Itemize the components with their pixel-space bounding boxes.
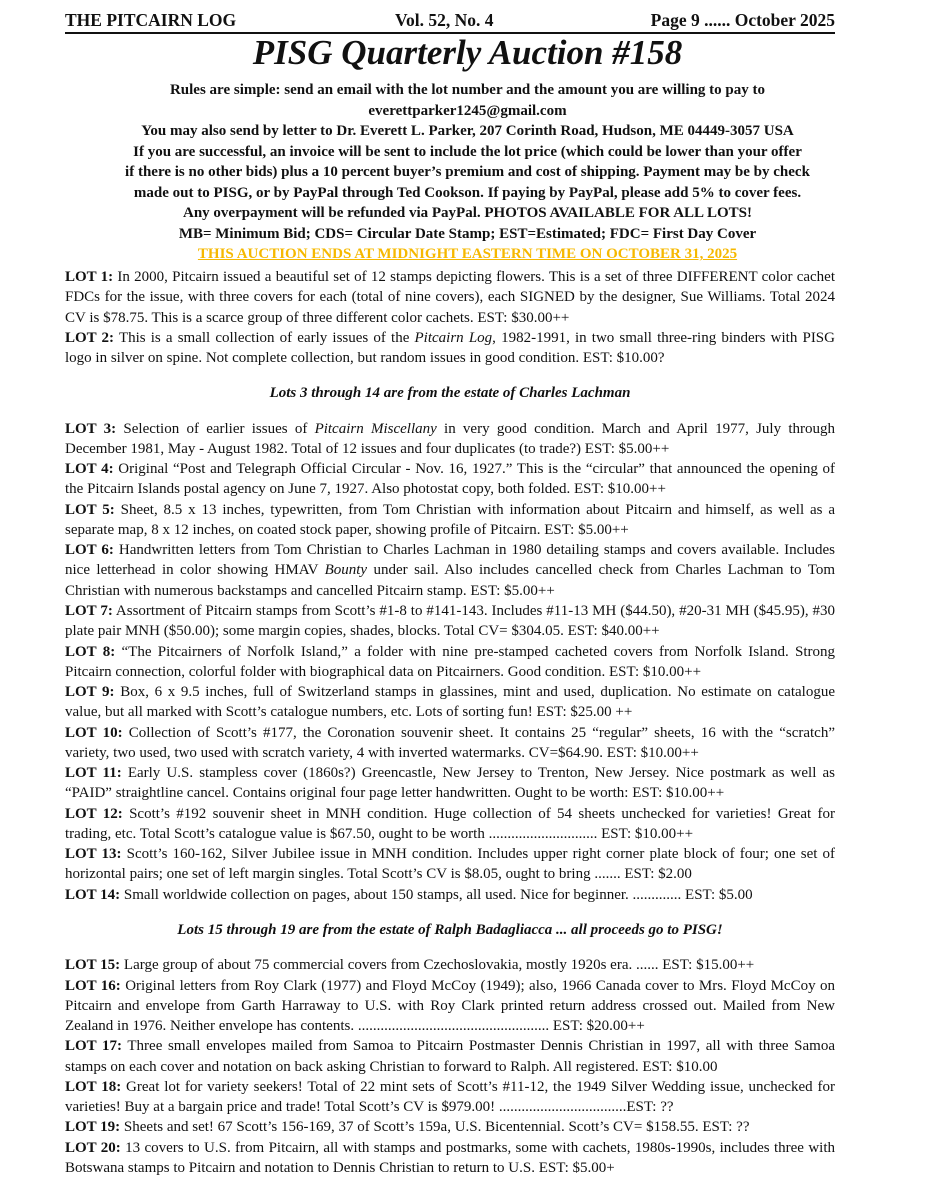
- lot-label: LOT 11:: [65, 765, 122, 782]
- lot-4: [65, 459, 835, 500]
- lot-label: LOT 2:: [65, 329, 115, 346]
- lot-description: Small worldwide collection on pages, about 150 stamps, all used. Nice for beginner. ............. EST: $5.00: [120, 886, 753, 903]
- lot-label: LOT 3:: [65, 420, 117, 437]
- rules-line: if there is no other bids) plus a 10 percent buyer’s premium and cost of shipping. Payment may be by check: [125, 164, 810, 180]
- lot-19: [65, 1117, 835, 1137]
- lot-12: [65, 804, 835, 845]
- lot-description: Box, 6 x 9.5 inches, full of Switzerland stamps in glassines, mint and used, duplication. No estimate on catalogue value, but all marked with Scott’s catalogue numbers, etc. Lots of sorting fun! EST: $25.00 ++: [65, 684, 835, 721]
- publication-title: Pitcairn Miscellany: [314, 420, 437, 437]
- lot-description: Assortment of Pitcairn stamps from Scott’s #1-8 to #141-143. Includes #11-13 MH ($44.50), #20-31 MH ($45.95), #30 plate pair MNH ($50.00); some margin copies, shades, blocks. Total CV= $304.05. EST: $40.00++: [65, 602, 835, 640]
- lot-11: [65, 763, 835, 804]
- lot-description: Large group of about 75 commercial covers from Czechoslovakia, mostly 1920s era. ...... EST: $15.00++: [120, 957, 755, 974]
- lot-label: LOT 5:: [65, 501, 115, 518]
- lot-label: LOT 19:: [65, 1119, 121, 1136]
- publication-name: THE PITCAIRN LOG: [65, 10, 237, 30]
- contact-email: everettparker1245@gmail.com: [368, 102, 567, 119]
- lot-description: Handwritten letters from Tom Christian to Charles Lachman in 1980 detailing stamps and covers available. Includes nice letterhead in color showing HMAV: [65, 542, 835, 579]
- lot-16: [65, 976, 835, 1037]
- lot-label: LOT 10:: [65, 724, 123, 741]
- lot-8: [65, 642, 835, 683]
- rules-line: Rules are simple: send an email with the lot number and the amount you are willing to pay to: [169, 82, 766, 98]
- lot-3: [65, 419, 835, 460]
- lot-description: Scott’s #192 souvenir sheet in MNH condition. Huge collection of 54 sheets unchecked for varieties! Great for trading, etc. Total Scott’s catalogue value is $67.50, ought to be worth ............................. EST: $10.00++: [65, 805, 835, 842]
- lot-label: LOT 16:: [65, 977, 121, 994]
- lot-label: LOT 8:: [65, 643, 116, 660]
- lot-description: This is a small collection of early issues of the: [114, 329, 415, 346]
- rules-line: made out to PISG, or by PayPal through Ted Cookson. If paying by PayPal, please add 5% to cover fees.: [133, 184, 802, 201]
- lot-label: LOT 1:: [65, 269, 114, 285]
- lot-label: LOT 15:: [65, 957, 121, 974]
- lot-description: Collection of Scott’s #177, the Coronation souvenir sheet. It contains 25 “regular” sheets, 16 with the “scratch” variety, two used, two used with scratch variety, 4 with inverted watermarks. CV=$64.90. EST: $10.00++: [65, 724, 835, 761]
- lot-17: [65, 1036, 835, 1077]
- rules-line: If you are successful, an invoice will be sent to include the lot price (which could be lower than your offer: [133, 143, 802, 160]
- lot-label: LOT 18:: [65, 1078, 122, 1095]
- lot-description: , 1982-1991, in two small three-ring binders with PISG logo in silver on spine. Not complete collection, but random issues in good condition. EST: $10.00?: [65, 329, 835, 367]
- estate-section-heading: Lots 15 through 19 are from the estate of Ralph Badagliacca ... all proceeds go to PISG!: [177, 921, 723, 938]
- lot-label: LOT 4:: [65, 461, 114, 478]
- lot-description: under sail. Also includes cancelled check from Charles Lachman to Tom Christian with numerous backstamps and cancelled Pitcairn stamp. EST: $5.00++: [65, 562, 835, 599]
- lot-18: [65, 1077, 835, 1118]
- lot-list: [65, 267, 835, 1178]
- lot-6: [65, 540, 835, 601]
- ship-name: Bounty: [324, 562, 368, 579]
- lot-description: Three small envelopes mailed from Samoa to Pitcairn Postmaster Dennis Christian in 1997, all with three Samoa stamps on each cover and notation on back asking Christian to forward to Ralph. All registered. EST: $10.00: [65, 1038, 835, 1075]
- lot-description: Great lot for variety seekers! Total of 22 mint sets of Scott’s #11-12, the 1949 Silver Wedding issue, unchecked for varieties! Buy at a bargain price and trade! Total Scott’s CV is $979.00! ..................................EST: ??: [65, 1078, 835, 1116]
- lot-description: in very good condition. March and April 1977, July through December 1981, May - August 1982. Total of 12 issues and four duplicates (to trade?) EST: $5.00++: [65, 420, 836, 457]
- auction-rules: [50, 80, 885, 265]
- lot-description: Scott’s 160-162, Silver Jubilee issue in MNH condition. Includes upper right corner plate block of four; one set of horizontal pairs; one set of left margin singles. Total Scott’s CV is $8.05, ought to bring ....... EST: $2.00: [65, 846, 836, 883]
- lot-label: LOT 9:: [65, 684, 115, 701]
- lot-label: LOT 6:: [65, 542, 114, 559]
- auction-deadline: THIS AUCTION ENDS AT MIDNIGHT EASTERN TIME ON OCTOBER 31, 2025: [197, 246, 738, 262]
- lot-10: [65, 723, 835, 764]
- lot-14: [65, 885, 835, 905]
- lot-9: [65, 682, 835, 723]
- lot-2: [65, 328, 835, 369]
- lot-5: [65, 500, 835, 541]
- lot-description: “The Pitcairners of Norfolk Island,” a folder with nine pre-stamped cacheted covers from Norfolk Island. Strong Pitcairn connection, colorful folder with biographical data on Pitcairners. Good condition. EST: $10.00++: [65, 643, 835, 680]
- lot-1: [65, 267, 835, 328]
- rules-line: You may also send by letter to Dr. Everett L. Parker, 207 Corinth Road, Hudson, ME 04449-3057 USA: [141, 123, 794, 139]
- lot-label: LOT 7:: [65, 602, 113, 619]
- abbreviations-legend: MB= Minimum Bid; CDS= Circular Date Stamp; EST=Estimated; FDC= First Day Cover: [178, 225, 757, 242]
- publication-title: Pitcairn Log: [414, 329, 493, 346]
- lot-description: In 2000, Pitcairn issued a beautiful set of 12 stamps depicting flowers. This is a set of three DIFFERENT color cachet FDCs for the issue, with three covers for each (total of nine covers), each SIGNED by the designer, Sue Williams. Total 2024 CV is $78.75. This is a scarce group of three different color cachets. EST: $30.00++: [65, 269, 835, 326]
- lot-description: Sheet, 8.5 x 13 inches, typewritten, from Tom Christian with information about Pitcairn and himself, as well as a separate map, 8 x 12 inches, on coated stock paper, showing profile of Pitcairn. EST: $5.00++: [65, 501, 835, 538]
- rules-line: Any overpayment will be refunded via PayPal. PHOTOS AVAILABLE FOR ALL LOTS!: [183, 205, 752, 221]
- lot-description: Sheets and set! 67 Scott’s 156-169, 37 of Scott’s 159a, U.S. Bicentennial. Scott’s CV= $158.55. EST: ??: [120, 1119, 750, 1136]
- lot-15: [65, 955, 835, 975]
- lot-7: [65, 601, 835, 642]
- lot-description: Original letters from Roy Clark (1977) and Floyd McCoy (1949); also, 1966 Canada cover to Mrs. Floyd McCoy on Pitcairn and envelope from Garth Harraway to U.S. with Roy Clark printed return address crossed out. Mailed from New Zealand in 1976. Neither envelope has contents. ................................................... EST: $20.00++: [65, 977, 835, 1035]
- lot-description: Selection of earlier issues of: [116, 420, 315, 437]
- lot-label: LOT 12:: [65, 805, 123, 822]
- lot-label: LOT 20:: [65, 1139, 121, 1156]
- lot-description: Original “Post and Telegraph Official Circular - Nov. 16, 1927.” This is the “circular” that announced the opening of the Pitcairn Islands postal agency on June 7, 1927. Also photostat copy, both folded. EST: $10.00++: [65, 461, 835, 498]
- page-date: Page 9 ...... October 2025: [650, 10, 835, 30]
- lot-label: LOT 17:: [65, 1038, 123, 1055]
- lot-label: LOT 13:: [65, 846, 122, 863]
- estate-section-heading: Lots 3 through 14 are from the estate of Charles Lachman: [269, 385, 631, 402]
- volume-number: Vol. 52, No. 4: [395, 10, 494, 30]
- lot-13: [65, 844, 835, 885]
- lot-label: LOT 14:: [65, 886, 121, 903]
- lot-20: [65, 1138, 835, 1178]
- lot-description: 13 covers to U.S. from Pitcairn, all with stamps and postmarks, some with cachets, 1980s-1990s, includes three with Botswana stamps to Pitcairn and notation to Dennis Christian to return to U.S. EST: $5.00+: [65, 1139, 835, 1176]
- lot-description: Early U.S. stampless cover (1860s?) Greencastle, New Jersey to Trenton, New Jersey. Nice postmark as well as “PAID” straightline cancel. Contains original four page letter handwritten. Ought to be worth: EST: $10.00++: [65, 765, 835, 802]
- auction-title: PISG Quarterly Auction #158: [252, 33, 683, 72]
